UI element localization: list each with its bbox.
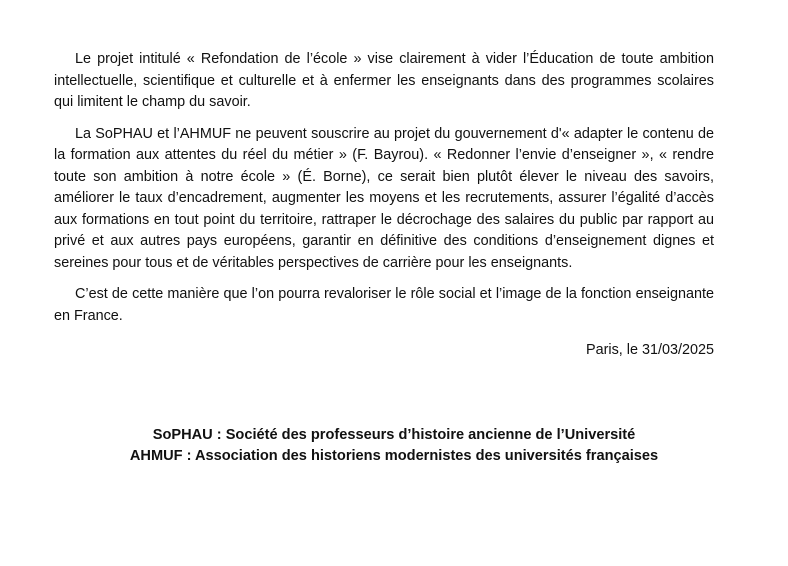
document-body [54, 49, 714, 361]
paragraph-1: Le projet intitulé « Refondation de l’école » vise clairement à vider l’Éducation de toute ambition intellectuelle, scientifique et culturelle et à enfermer les enseignants dans des programmes scolaires qui limitent le champ du savoir. [54, 51, 714, 110]
place-date-signature: Paris, le 31/03/2025 [585, 342, 714, 358]
footer-sophau-definition: SoPHAU : Société des professeurs d’histoire ancienne de l’Université [152, 427, 636, 443]
organizations-footer [0, 425, 788, 467]
footer-ahmuf-definition: AHMUF : Association des historiens modernistes des universités françaises [129, 448, 659, 464]
paragraph-3: C’est de cette manière que l’on pourra revaloriser le rôle social et l’image de la fonction enseignante en France. [54, 286, 714, 324]
paragraph-2: La SoPHAU et l’AHMUF ne peuvent souscrire au projet du gouvernement d'« adapter le contenu de la formation aux attentes du réel du métier » (F. Bayrou). « Redonner l’envie d’enseigner », « rendre toute son ambition à notre école » (É. Borne), ce serait bien plutôt élever le niveau des savoirs, améliorer le taux d’encadrement, augmenter les moyens et les recrutements, assurer l’égalité d’accès aux formations en tout point du territoire, rattraper le décrochage des salaires du public par rapport au privé et aux autres pays européens, garantir en définitive des conditions d’enseignement dignes et sereines pour tous et de véritables perspectives de carrière pour les enseignants. [54, 125, 714, 271]
